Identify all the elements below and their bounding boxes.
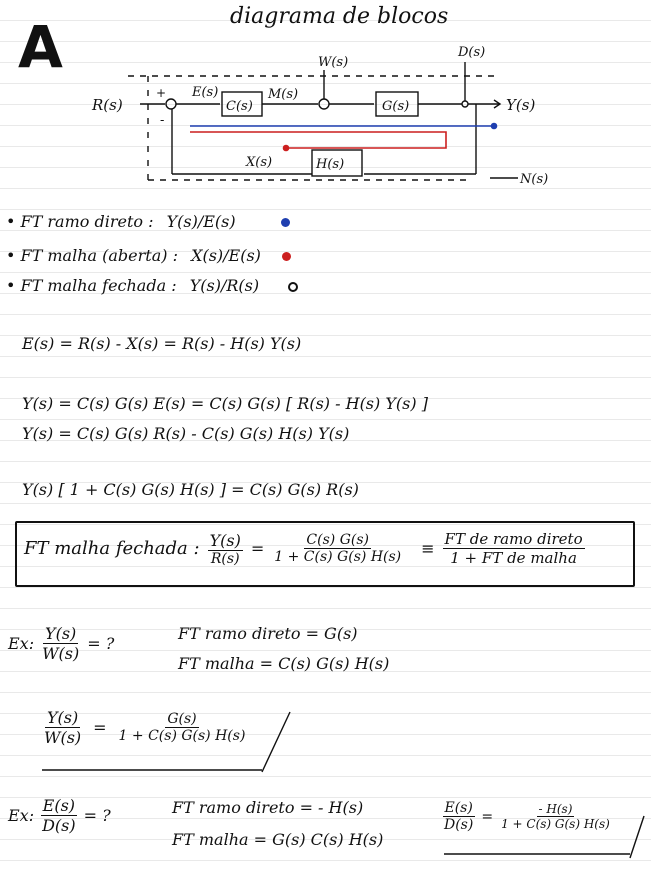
ex1-res-num: Y(s) xyxy=(46,708,79,727)
boxed-label: FT malha fechada : xyxy=(24,538,200,559)
label-c: C(s) xyxy=(226,99,253,114)
block-diagram xyxy=(0,40,651,200)
label-minus: - xyxy=(160,113,165,128)
ex2-question-fraction xyxy=(40,796,78,835)
ft-open-label: • FT malha (aberta) : xyxy=(6,246,178,265)
ft-direct-expr: Y(s)/E(s) xyxy=(166,212,236,231)
boxed-lhs-num: Y(s) xyxy=(209,530,241,550)
ex2-res-fnum: - H(s) xyxy=(538,802,573,816)
label-d: D(s) xyxy=(458,45,486,60)
label-m: M(s) xyxy=(268,87,299,102)
label-r: R(s) xyxy=(92,96,123,114)
ex1-res-den: W(s) xyxy=(44,728,82,747)
ex1-question-fraction xyxy=(40,624,81,663)
sum-junction-1 xyxy=(166,99,176,109)
label-g: G(s) xyxy=(382,99,410,114)
label-n: N(s) xyxy=(520,172,549,187)
boxed-rhs-den: 1 + C(s) G(s) H(s) xyxy=(274,549,402,565)
ex1-q-den: W(s) xyxy=(42,644,80,663)
boxed-lhs-fraction xyxy=(208,531,243,567)
boxed-lhs-den: R(s) xyxy=(210,550,240,567)
ft-direct-label: • FT ramo direto : xyxy=(6,212,154,231)
ex2-q-mark: = ? xyxy=(83,806,111,825)
ex2-line-loop: FT malha = G(s) C(s) H(s) xyxy=(172,830,384,849)
boxed-rhs-num: C(s) G(s) xyxy=(306,532,369,548)
equation-output-1: Y(s) = C(s) G(s) E(s) = C(s) G(s) [ R(s) - H(s) Y(s) ] xyxy=(22,394,428,413)
ft-item-direct xyxy=(6,212,290,231)
label-y: Y(s) xyxy=(506,96,536,114)
ex2-q-den: D(s) xyxy=(42,816,76,835)
black-dot-icon xyxy=(288,282,298,292)
ft-closed-label: • FT malha fechada : xyxy=(6,276,177,295)
ex1-prefix: Ex: xyxy=(8,634,35,653)
ft-item-closed xyxy=(6,276,298,295)
ex2-line-direct: FT ramo direto = - H(s) xyxy=(172,798,364,817)
boxed-word-fraction xyxy=(443,530,585,567)
ex1-res-fden: 1 + C(s) G(s) H(s) xyxy=(118,728,246,744)
ft-closed-expr: Y(s)/R(s) xyxy=(189,276,260,295)
open-loop-end xyxy=(284,146,289,151)
ft-open-expr: X(s)/E(s) xyxy=(191,246,261,265)
direct-path-end xyxy=(492,124,497,129)
ex1-q-mark: = ? xyxy=(87,634,115,653)
ex1-res-fnum: G(s) xyxy=(167,711,197,727)
example-2-question xyxy=(8,796,111,835)
open-loop-marker xyxy=(190,132,446,148)
sum-junction-3 xyxy=(462,101,468,107)
ex1-q-num: Y(s) xyxy=(45,624,77,643)
ex2-res-den: D(s) xyxy=(444,817,474,833)
boxed-rhs-fraction xyxy=(272,532,403,565)
ex2-res-num: E(s) xyxy=(444,800,473,816)
ft-item-open xyxy=(6,246,291,265)
ex2-prefix: Ex: xyxy=(8,806,35,825)
boxed-word-num: FT de ramo direto xyxy=(444,530,583,548)
ex1-res-eq: = xyxy=(93,718,107,737)
closed-loop-formula xyxy=(24,530,585,567)
ex2-result-underline xyxy=(440,812,650,862)
page-title: diagrama de blocos xyxy=(230,4,449,29)
red-dot-icon xyxy=(282,252,291,261)
ex1-line-loop: FT malha = C(s) G(s) H(s) xyxy=(178,654,390,673)
boxed-equiv: ≡ xyxy=(421,539,435,558)
sum-junction-2 xyxy=(319,99,329,109)
ex1-result-underline xyxy=(40,708,300,778)
boxed-word-den: 1 + FT de malha xyxy=(450,549,577,567)
equation-output-3: Y(s) [ 1 + C(s) G(s) H(s) ] = C(s) G(s) R(s) xyxy=(22,480,359,499)
label-h: H(s) xyxy=(316,157,345,172)
equation-error: E(s) = R(s) - X(s) = R(s) - H(s) Y(s) xyxy=(22,334,302,353)
label-w: W(s) xyxy=(318,55,349,70)
example-1-question xyxy=(8,624,114,663)
label-plus: + xyxy=(156,86,167,100)
equation-output-2: Y(s) = C(s) G(s) R(s) - C(s) G(s) H(s) Y(s) xyxy=(22,424,350,443)
ex2-res-eq: = xyxy=(481,808,494,825)
corner-mark: A xyxy=(18,13,63,81)
ex2-q-num: E(s) xyxy=(42,796,76,815)
ex1-line-direct: FT ramo direto = G(s) xyxy=(178,624,358,643)
ex2-res-fden: 1 + C(s) G(s) H(s) xyxy=(501,817,610,831)
boxed-eq: = xyxy=(250,539,265,558)
label-x: X(s) xyxy=(246,155,273,170)
label-e: E(s) xyxy=(192,85,219,100)
blue-dot-icon xyxy=(281,218,290,227)
